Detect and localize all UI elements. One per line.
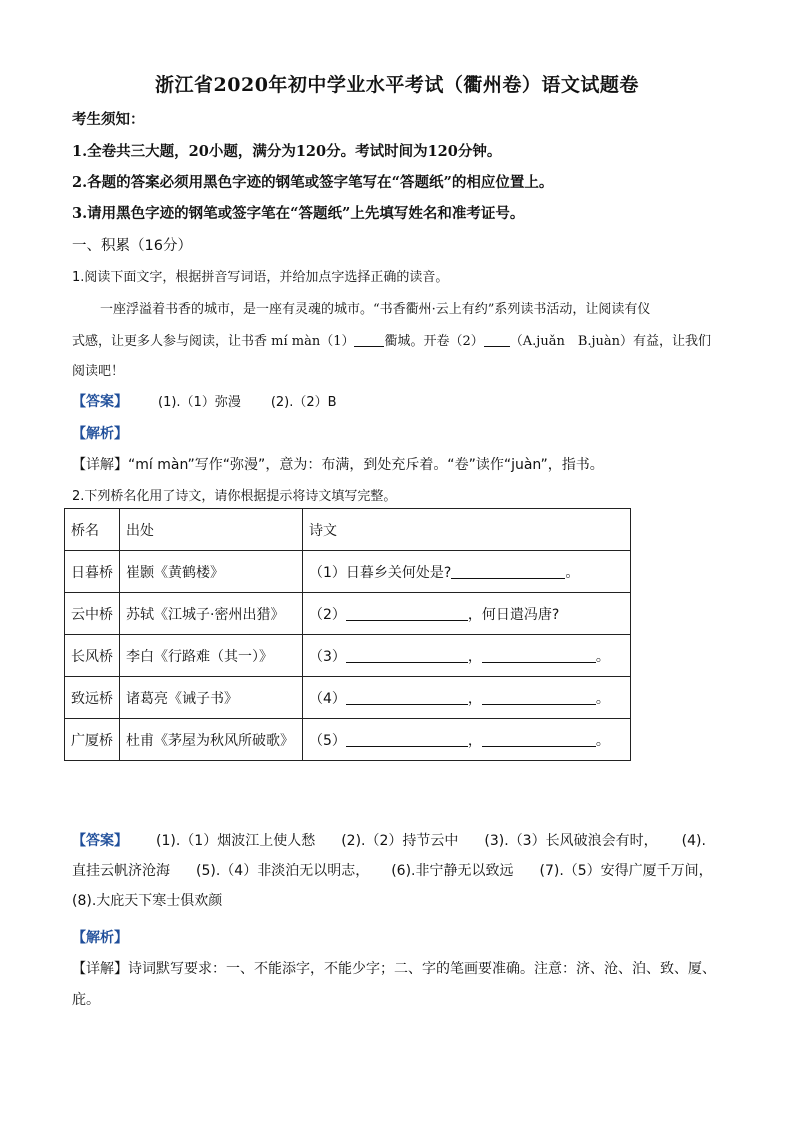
- poem-end-punct: 。: [595, 648, 610, 665]
- q2-detail-line-1: [72, 958, 716, 978]
- q1-passage-line-2: [72, 330, 711, 349]
- detail-tag: 【详解】: [72, 457, 128, 473]
- q2-answer-4-text: 直挂云帆济沧海: [72, 863, 170, 879]
- q2-answer-7: (7).（5）安得广厦千万间，: [539, 863, 713, 879]
- q1-passage-line-3: 阅读吧！: [72, 364, 125, 379]
- poem-end-punct: 。: [595, 732, 610, 749]
- table-row: [65, 635, 631, 677]
- poem-end-punct: 。: [595, 690, 610, 707]
- q2-answer-2: (2).（2）持节云中: [341, 833, 459, 849]
- table-row: [65, 719, 631, 761]
- notice-item-3: 3.请用黑色字迹的钢笔或签字笔在“答题纸”上先填写姓名和准考证号。: [72, 205, 525, 222]
- poem-comma: ，: [467, 690, 482, 707]
- q2-answer-3: (3).（3）长风破浪会有时，: [484, 833, 658, 849]
- poem-given-text: ，何日遣冯唐?: [467, 606, 560, 623]
- poem-blank[interactable]: [482, 732, 596, 747]
- item-number: （1）: [309, 564, 346, 581]
- header-poem: 诗文: [303, 509, 631, 551]
- q1-detail-line: [72, 454, 604, 474]
- q1-passage-line-1: 一座浮溢着书香的城市，是一座有灵魂的城市。“书香衢州·云上有约”系列读书活动，让阅读有仪: [100, 302, 651, 317]
- item-number: （5）: [309, 732, 346, 749]
- poem-comma: ，: [467, 648, 482, 665]
- q2-answer-8: (8).大庇天下寒士俱欢颜: [72, 893, 223, 909]
- q1-blank-2[interactable]: [484, 332, 510, 347]
- poem-line: [303, 719, 631, 761]
- answer-tag: 【答案】: [72, 833, 128, 849]
- bridge-name: 广厦桥: [65, 719, 120, 761]
- answer-tag: 【答案】: [72, 394, 128, 410]
- poem-blank[interactable]: [451, 564, 565, 579]
- q2-answer-line-3: [72, 886, 732, 916]
- q2-prompt: 2.下列桥名化用了诗文，请你根据提示将诗文填写完整。: [72, 489, 397, 504]
- poem-source: 诸葛亮《诫子书》: [120, 677, 303, 719]
- q1-answer-line: [72, 391, 337, 411]
- poem-given-text: 日暮乡关何处是?: [345, 564, 452, 581]
- q2-answer-block: [72, 826, 732, 916]
- header-bridge: 桥名: [65, 509, 120, 551]
- poem-blank[interactable]: [482, 648, 596, 663]
- bridge-name: 云中桥: [65, 593, 120, 635]
- poem-table: [64, 508, 631, 761]
- q1-answer-1: (1).（1）弥漫: [158, 395, 241, 410]
- q2-answer-5: (5).（4）非淡泊无以明志，: [196, 863, 370, 879]
- q1-answer-2: (2).（2）B: [270, 395, 337, 410]
- poem-blank[interactable]: [346, 732, 468, 747]
- q2-answer-6: (6).非宁静无以致远: [391, 863, 514, 879]
- poem-source: 李白《行路难（其一）》: [120, 635, 303, 677]
- q1-passage-part-a: 式感，让更多人参与阅读，让书香 mí màn（1）: [72, 334, 355, 349]
- bridge-name: 致远桥: [65, 677, 120, 719]
- poem-end-punct: 。: [565, 564, 580, 581]
- notice-heading: 考生须知：: [72, 111, 145, 128]
- poem-line: [303, 677, 631, 719]
- q2-answer-4: (4).: [681, 833, 706, 849]
- page-title: 浙江省2020年初中学业水平考试（衢州卷）语文试题卷: [155, 74, 639, 96]
- item-number: （3）: [309, 648, 346, 665]
- q2-answer-line-2: [72, 856, 732, 886]
- poem-source: 杜甫《茅屋为秋风所破歌》: [120, 719, 303, 761]
- poem-blank[interactable]: [346, 648, 468, 663]
- q2-detail-text-1: 诗词默写要求：一、不能添字，不能少字；二、字的笔画要准确。注意：济、沧、泊、致、厦、: [128, 961, 716, 977]
- analysis-tag: 【解析】: [72, 426, 128, 442]
- analysis-tag: 【解析】: [72, 930, 128, 946]
- table-row: [65, 677, 631, 719]
- bridge-name: 长风桥: [65, 635, 120, 677]
- poem-blank[interactable]: [482, 690, 596, 705]
- q2-detail-line-2: 庇。: [72, 992, 100, 1008]
- q1-passage-part-b: 衢城。开卷（2）: [384, 334, 484, 349]
- bridge-name: 日暮桥: [65, 551, 120, 593]
- poem-blank[interactable]: [346, 606, 468, 621]
- table-header-row: [65, 509, 631, 551]
- poem-blank[interactable]: [346, 690, 468, 705]
- q1-prompt: 1.阅读下面文字，根据拼音写词语，并给加点字选择正确的读音。: [72, 270, 449, 285]
- poem-source: 苏轼《江城子·密州出猎》: [120, 593, 303, 635]
- item-number: （4）: [309, 690, 346, 707]
- item-number: （2）: [309, 606, 346, 623]
- section-heading-1: 一、积累（16分）: [72, 238, 192, 254]
- q1-detail-text: “mí màn”写作“弥漫”，意为：布满，到处充斥着。“卷”读作“juàn”，指书。: [128, 457, 604, 473]
- poem-line: [303, 593, 631, 635]
- header-source: 出处: [120, 509, 303, 551]
- q1-passage-part-c: （A.juǎn B.juàn）有益，让我们: [509, 334, 712, 349]
- poem-source: 崔颢《黄鹤楼》: [120, 551, 303, 593]
- notice-item-1: 1.全卷共三大题，20小题，满分为120分。考试时间为120分钟。: [72, 143, 502, 160]
- poem-comma: ，: [467, 732, 482, 749]
- notice-item-2: 2.各题的答案必须用黑色字迹的钢笔或签字笔写在“答题纸”的相应位置上。: [72, 174, 554, 191]
- detail-tag: 【详解】: [72, 961, 128, 977]
- poem-line: [303, 551, 631, 593]
- q2-answer-line-1: [72, 826, 732, 856]
- q2-answer-1: (1).（1）烟波江上使人愁: [156, 833, 316, 849]
- table-row: [65, 593, 631, 635]
- q1-blank-1[interactable]: [354, 332, 384, 347]
- poem-line: [303, 635, 631, 677]
- table-row: [65, 551, 631, 593]
